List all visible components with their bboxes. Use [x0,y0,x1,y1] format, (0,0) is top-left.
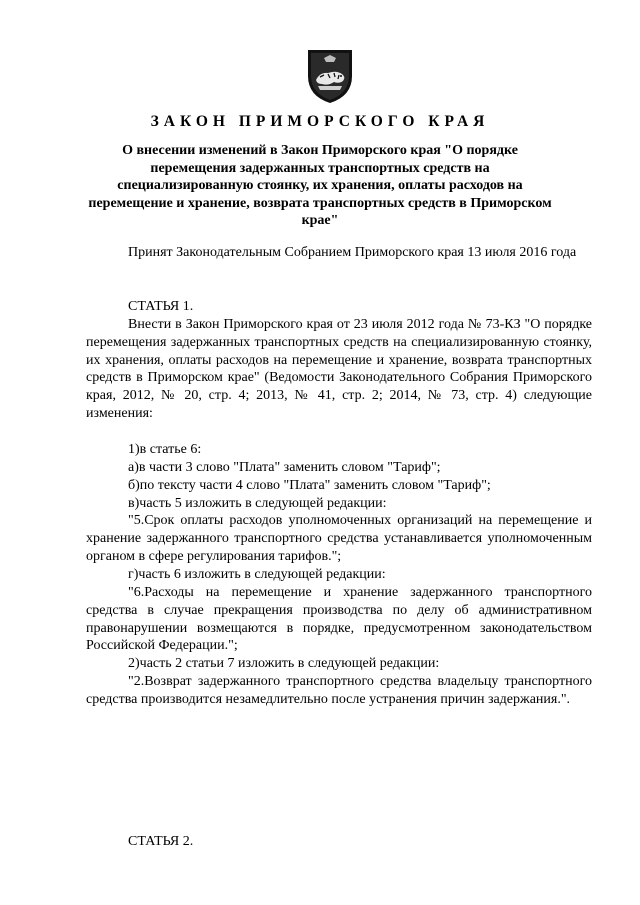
quote-part-6 [86,584,592,655]
article-1-heading: СТАТЬЯ 1. [128,299,194,314]
item-2: 2)часть 2 статьи 7 изложить в следующей редакции: [128,656,440,671]
quote-part-5 [86,512,592,565]
item-1-a: а)в части 3 слово "Плата" заменить словом "Тариф"; [128,460,441,475]
quote-article-7-text: "2.Возврат задержанного транспортного средства владельцу транспортного средства производится незамедлительно после устранения причин задержания.". [86,674,592,707]
quote-part-6-text: "6.Расходы на перемещение и хранение задержанного транспортного средства в случае прекращения производства по делу об административном правонарушении возмещаются в порядке, предусмотренном законодательством Российской Федерации."; [86,585,592,654]
law-title: ЗАКОН ПРИМОРСКОГО КРАЯ [150,113,490,130]
item-1-b: б)по тексту части 4 слово "Плата" заменить словом "Тариф"; [128,478,491,493]
adoption-text: Принят Законодательным Собранием Приморского края 13 июля 2016 года [128,245,577,260]
item-1-g: г)часть 6 изложить в следующей редакции: [128,567,386,582]
law-subtitle: О внесении изменений в Закон Приморского края "О порядке перемещения задержанных транспортных средств на специализированную стоянку, их хранения, оплаты расходов на перемещение и хранение, возврата транспортных средств в Приморском крае" [88,143,552,228]
article-2-heading: СТАТЬЯ 2. [128,834,194,849]
quote-article-7 [86,673,592,709]
adoption-paragraph [86,244,592,262]
coat-of-arms-emblem [306,46,354,104]
item-1: 1)в статье 6: [128,442,202,457]
quote-part-5-text: "5.Срок оплаты расходов уполномоченных организаций на перемещение и хранение задержанного транспортного средства устанавливается уполномоченным органом в сфере регулирования тарифов."; [86,513,592,564]
article-1-intro-text: Внести в Закон Приморского края от 23 июля 2012 года № 73-КЗ "О порядке перемещения задержанных транспортных средств на специализированную стоянку, их хранения, оплаты расходов на перемещение и хранение, возврата транспортных средств в Приморском крае" (Ведомости Законодательного Собрания Приморского края, 2012, № 20, стр. 4; 2013, № 41, стр. 2; 2014, № 73, стр. 4) следующие изменения: [86,317,592,421]
article-1-intro [86,316,592,423]
item-1-v: в)часть 5 изложить в следующей редакции: [128,496,387,511]
